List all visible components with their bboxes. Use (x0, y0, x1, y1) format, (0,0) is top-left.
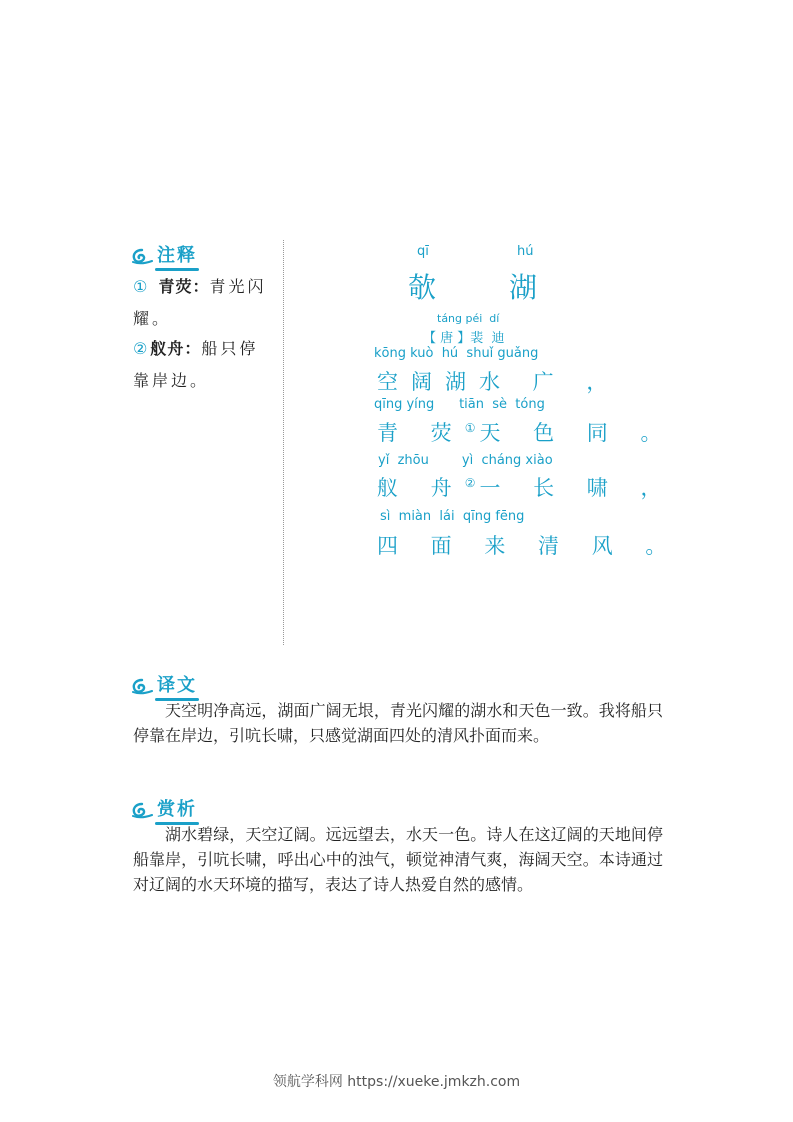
translation-title: 译文 (157, 675, 197, 696)
line-3-pinyin: yǐ zhōu yì cháng xiào (378, 453, 553, 468)
line-1-pinyin: kōng kuò hú shuǐ guǎng (374, 346, 539, 361)
column-divider (283, 240, 284, 645)
line-3-text (377, 472, 674, 502)
appreciation-title: 赏析 (157, 799, 197, 820)
note-number: ① (133, 277, 151, 296)
note-text: 青光闪耀。 (133, 277, 267, 328)
notes-heading (131, 243, 197, 269)
swirl-icon (131, 801, 153, 819)
note-term: 舣舟 (150, 339, 185, 358)
poem-author: 【 唐 】裴 迪 (423, 331, 505, 346)
note-text: 船只停靠岸边。 (133, 339, 259, 390)
line-2-pinyin: qīng yíng tiān sè tóng (374, 397, 545, 412)
poem-title-char-1: 欹 (408, 271, 437, 304)
line-2-part-b: 天 色 同 。 (479, 421, 675, 445)
appreciation-text: 湖水碧绿，天空辽阔。远远望去，水天一色。诗人在这辽阔的天地间停船靠岸，引吭长啸，呼出心中的浊气，顿觉神清气爽，海阔天空。本诗通过对辽阔的水天环境的描写，表达了诗人热爱自然的感情。 (133, 825, 663, 894)
note-item-2 (133, 333, 273, 397)
line-2-part-a: 青 荧 (377, 421, 465, 445)
translation-text: 天空明净高远，湖面广阔无垠，青光闪耀的湖水和天色一致。我将船只停靠在岸边，引吭长啸，只感觉湖面四处的清风扑面而来。 (133, 701, 663, 745)
note-ref-2: ② (464, 476, 480, 490)
line-4-pinyin: sì miàn lái qīng fēng (380, 509, 525, 524)
note-sep: ： (192, 277, 210, 296)
title-pinyin-1: qī (417, 244, 429, 259)
notes-title: 注释 (157, 245, 197, 266)
appreciation-heading (131, 797, 197, 823)
note-number: ② (133, 339, 151, 358)
line-3-part-a: 舣 舟 (377, 476, 465, 500)
note-ref-1: ① (464, 421, 480, 435)
line-3-part-b: 一 长 啸 ， (479, 476, 675, 500)
line-2-text (377, 417, 674, 447)
note-sep: ： (184, 339, 202, 358)
title-pinyin-2: hú (517, 244, 534, 259)
swirl-icon (131, 247, 153, 265)
note-item-1 (133, 271, 273, 335)
author-pinyin: táng péi dí (437, 312, 500, 325)
footer-watermark: 领航学科网 https://xueke.jmkzh.com (272, 1074, 521, 1090)
swirl-icon (131, 677, 153, 695)
poem-title-char-2: 湖 (509, 271, 538, 304)
note-term: 青荧 (158, 277, 193, 296)
translation-heading (131, 673, 197, 699)
line-4-text: 四 面 来 清 风 。 (377, 534, 680, 558)
line-1-text: 空阔湖水 广 ， (377, 370, 621, 394)
